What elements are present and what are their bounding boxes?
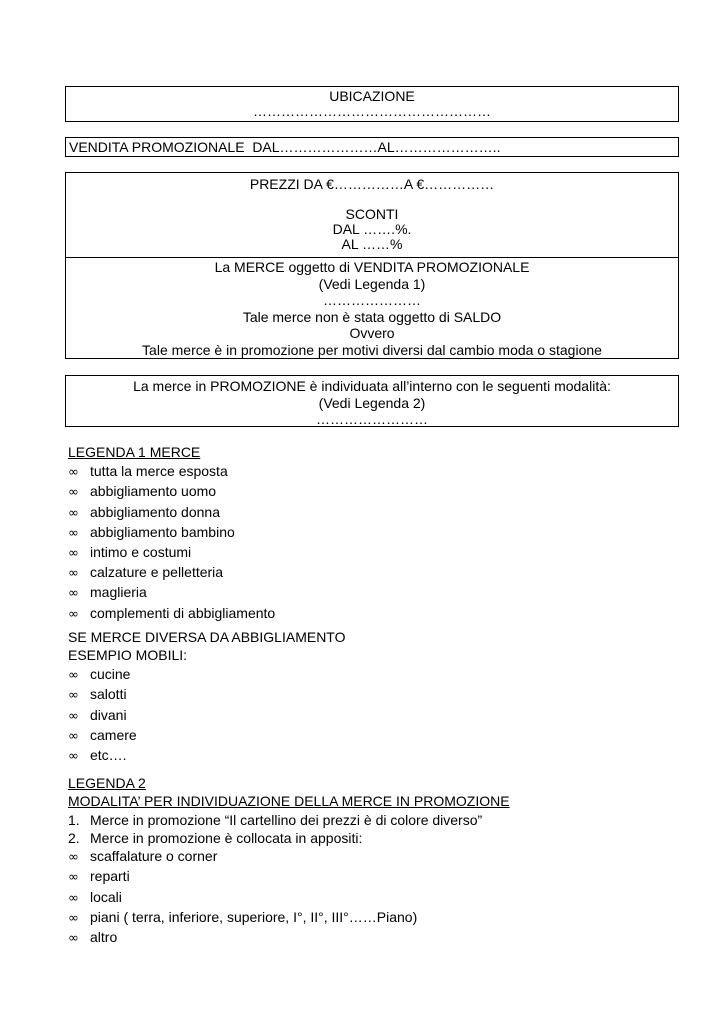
promozione-line: …………………… (316, 411, 428, 428)
list-item (68, 888, 688, 908)
merce-line: Tale merce non è stata oggetto di SALDO (242, 308, 502, 325)
prezzi-merce-box (65, 172, 679, 359)
list-item (68, 726, 688, 746)
numbered-item (68, 829, 688, 847)
list-item (68, 928, 688, 948)
list-item (68, 503, 688, 523)
list-item (68, 482, 688, 502)
item-number: 2. (68, 829, 80, 846)
numbered-item-label: Merce in promozione “Il cartellino dei prezzi è di colore diverso” (90, 811, 483, 828)
mobili-subtitle: ESEMPIO MOBILI: (68, 647, 188, 664)
infinity-bullet-icon: ∞ (68, 708, 79, 724)
infinity-bullet-icon: ∞ (68, 465, 79, 481)
spacer (66, 192, 678, 207)
merce-line: La MERCE oggetto di VENDITA PROMOZIONALE (214, 259, 530, 275)
prezzi-line: PREZZI DA €……………A €…………… (249, 176, 495, 192)
infinity-bullet-icon: ∞ (68, 850, 79, 866)
ubicazione-label: UBICAZIONE (329, 88, 415, 104)
infinity-bullet-icon: ∞ (68, 566, 79, 582)
numbered-item (68, 811, 688, 829)
list-item-label: cucine (90, 665, 131, 682)
list-item-label: abbigliamento bambino (90, 523, 235, 540)
ubicazione-box (65, 86, 679, 122)
mobili-section (68, 628, 688, 767)
list-item-label: abbigliamento donna (90, 503, 220, 520)
infinity-bullet-icon: ∞ (68, 870, 79, 886)
infinity-bullet-icon: ∞ (68, 931, 79, 947)
list-item (68, 746, 688, 766)
ubicazione-dots: …………………………………………… (253, 103, 491, 119)
list-item-label: tutta la merce esposta (90, 463, 228, 480)
list-item-label: intimo e costumi (90, 544, 192, 561)
merce-line: Tale merce è in promozione per motivi diversi dal cambio moda o stagione (142, 341, 602, 358)
list-item (68, 685, 688, 705)
list-item-label: abbigliamento uomo (90, 483, 217, 500)
infinity-bullet-icon: ∞ (68, 667, 79, 683)
infinity-bullet-icon: ∞ (68, 525, 79, 541)
infinity-bullet-icon: ∞ (68, 586, 79, 602)
list-item-label: etc…. (90, 747, 127, 764)
merce-line: (Vedi Legenda 1) (318, 275, 426, 292)
list-item-label: locali (90, 888, 122, 905)
list-item-label: altro (90, 929, 118, 946)
promozione-box (65, 375, 679, 427)
legenda2-title: LEGENDA 2 (68, 775, 146, 791)
list-item (68, 706, 688, 726)
mobili-title: SE MERCE DIVERSA DA ABBIGLIAMENTO (68, 629, 346, 645)
list-item-label: calzature e pelletteria (90, 564, 224, 581)
infinity-bullet-icon: ∞ (68, 749, 79, 765)
list-item (68, 543, 688, 563)
list-item-label: divani (90, 706, 127, 723)
list-item-label: salotti (90, 686, 127, 703)
list-item (68, 908, 688, 928)
vendita-box (65, 137, 679, 157)
list-item (68, 563, 688, 583)
infinity-bullet-icon: ∞ (68, 890, 79, 906)
list-item (68, 847, 688, 867)
legenda1-section (68, 443, 688, 624)
list-item (68, 665, 688, 685)
list-item (68, 583, 688, 603)
numbered-item-label: Merce in promozione è collocata in appositi: (90, 829, 363, 846)
legenda2-section (68, 774, 688, 949)
prezzi-section (66, 173, 678, 257)
sconti-al: AL ……% (341, 236, 403, 252)
infinity-bullet-icon: ∞ (68, 606, 79, 622)
list-item-label: scaffalature o corner (90, 848, 218, 865)
legenda2-subtitle: MODALITA’ PER INDIVIDUAZIONE DELLA MERCE IN PROMOZIONE (68, 793, 510, 810)
infinity-bullet-icon: ∞ (68, 505, 79, 521)
infinity-bullet-icon: ∞ (68, 688, 79, 704)
list-item-label: piani ( terra, inferiore, superiore, I°, II°, III°……Piano) (90, 909, 418, 926)
promozione-line: La merce in PROMOZIONE è individuata all’interno con le seguenti modalità: (133, 378, 611, 394)
infinity-bullet-icon: ∞ (68, 911, 79, 927)
infinity-bullet-icon: ∞ (68, 729, 79, 745)
list-item-label: maglieria (90, 584, 147, 601)
vendita-text: VENDITA PROMOZIONALE DAL…………………AL………………….. (69, 139, 501, 155)
infinity-bullet-icon: ∞ (68, 546, 79, 562)
legenda1-title: LEGENDA 1 MERCE (68, 444, 201, 460)
item-number: 1. (68, 811, 80, 828)
merce-line: Ovvero (349, 325, 395, 342)
list-item (68, 867, 688, 887)
list-item-label: camere (90, 727, 137, 744)
promozione-line: (Vedi Legenda 2) (318, 394, 426, 411)
list-item (68, 604, 688, 624)
sconti-dal: DAL …….%. (332, 221, 412, 237)
list-item (68, 523, 688, 543)
merce-line: ………………… (323, 292, 421, 309)
sconti-label: SCONTI (345, 206, 399, 222)
merce-section (66, 257, 678, 359)
infinity-bullet-icon: ∞ (68, 485, 79, 501)
list-item-label: complementi di abbigliamento (90, 604, 276, 621)
list-item (68, 462, 688, 482)
list-item-label: reparti (90, 868, 130, 885)
